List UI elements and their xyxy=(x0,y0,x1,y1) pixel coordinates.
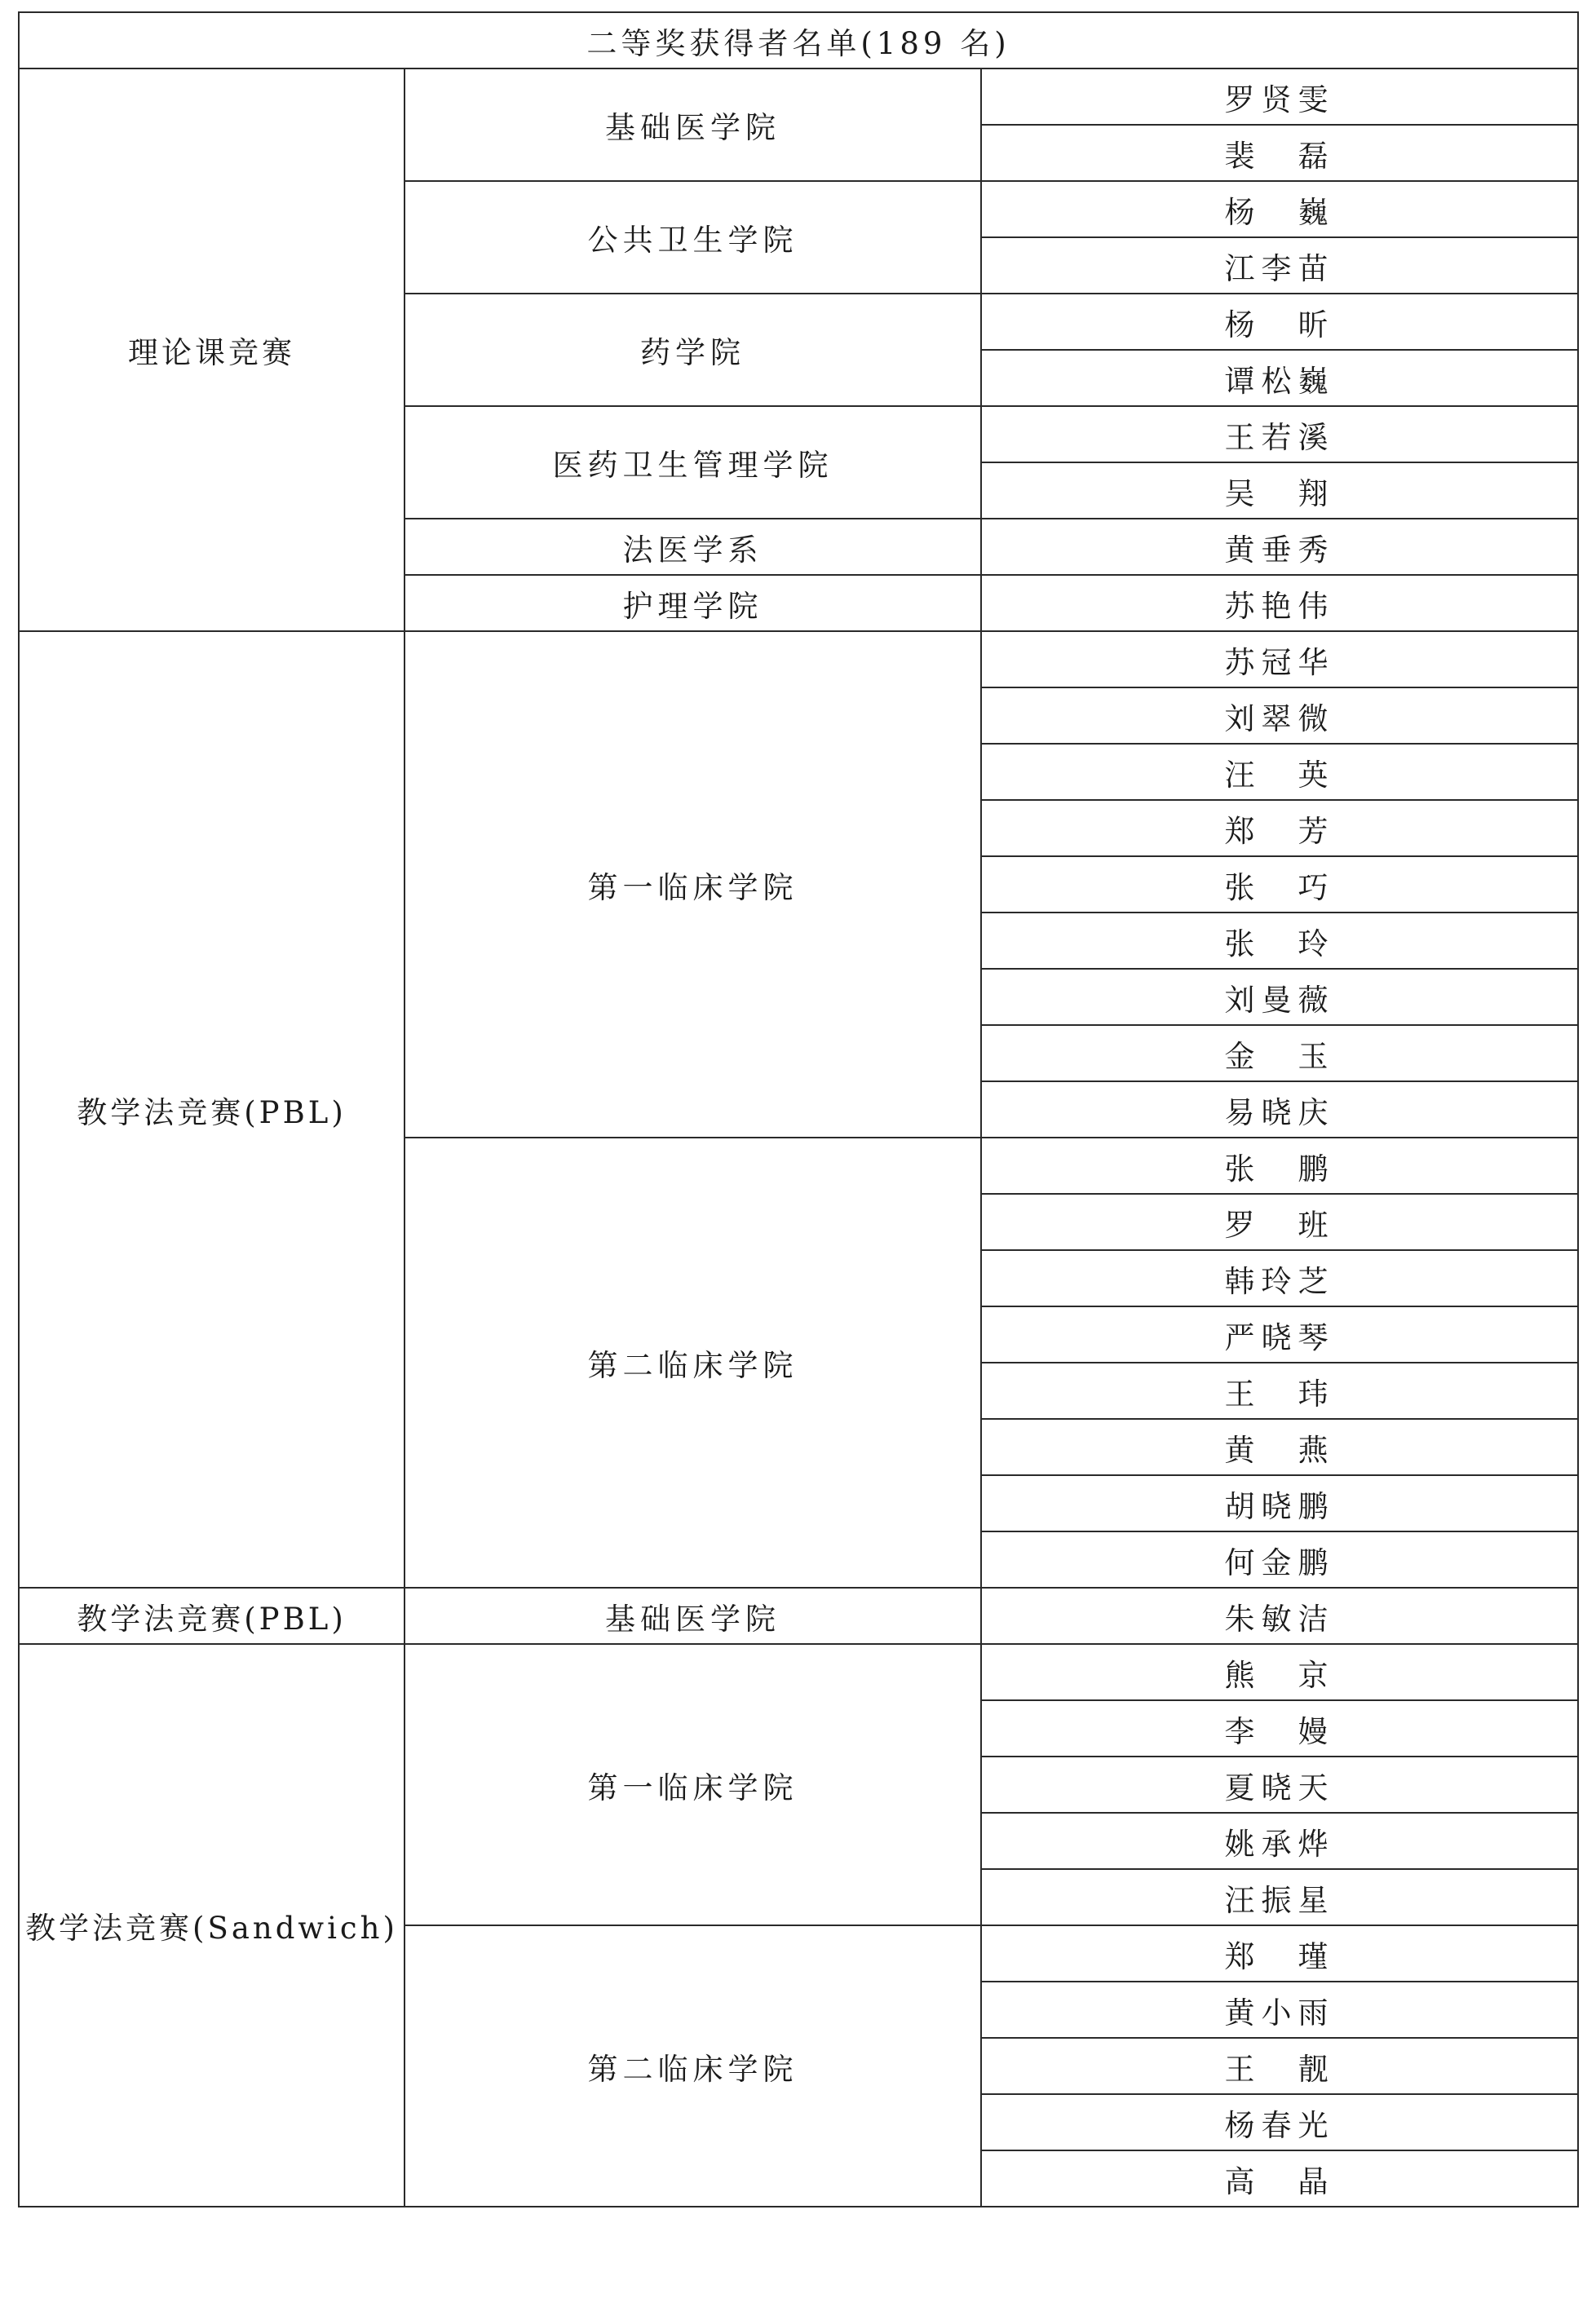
winner-name-cell: 姚承烨 xyxy=(981,1813,1578,1869)
table-row xyxy=(19,1588,1578,1644)
winner-name-cell: 黄 燕 xyxy=(981,1419,1578,1475)
winner-name-cell: 朱敏洁 xyxy=(981,1588,1578,1644)
college-cell: 法医学系 xyxy=(405,519,981,575)
competition-cell: 教学法竞赛(Sandwich) xyxy=(19,1644,405,2207)
table-body xyxy=(19,12,1578,2207)
winner-name-cell: 罗 班 xyxy=(981,1194,1578,1250)
winner-name-cell: 汪振星 xyxy=(981,1869,1578,1925)
winner-name-cell: 金 玉 xyxy=(981,1025,1578,1081)
winner-name-cell: 郑 芳 xyxy=(981,800,1578,856)
competition-cell: 理论课竞赛 xyxy=(19,68,405,631)
table-title-row xyxy=(19,12,1578,68)
winner-name-cell: 苏冠华 xyxy=(981,631,1578,687)
award-winners-table xyxy=(18,11,1579,2207)
winner-name-cell: 张 巧 xyxy=(981,856,1578,913)
college-cell: 第二临床学院 xyxy=(405,1925,981,2207)
winner-name-cell: 张 鹏 xyxy=(981,1138,1578,1194)
college-cell: 公共卫生学院 xyxy=(405,181,981,294)
college-cell: 第一临床学院 xyxy=(405,631,981,1138)
winner-name-cell: 高 晶 xyxy=(981,2150,1578,2207)
winner-name-cell: 李 嫚 xyxy=(981,1700,1578,1757)
winner-name-cell: 江李苗 xyxy=(981,237,1578,294)
winner-name-cell: 谭松巍 xyxy=(981,350,1578,406)
winner-name-cell: 杨 昕 xyxy=(981,294,1578,350)
winner-name-cell: 张 玲 xyxy=(981,913,1578,969)
college-cell: 护理学院 xyxy=(405,575,981,631)
college-cell: 医药卫生管理学院 xyxy=(405,406,981,519)
table-title: 二等奖获得者名单(189 名) xyxy=(19,12,1578,68)
winner-name-cell: 苏艳伟 xyxy=(981,575,1578,631)
competition-cell: 教学法竞赛(PBL) xyxy=(19,631,405,1588)
winner-name-cell: 刘曼薇 xyxy=(981,969,1578,1025)
winner-name-cell: 王 玮 xyxy=(981,1363,1578,1419)
college-cell: 基础医学院 xyxy=(405,68,981,181)
winner-name-cell: 汪 英 xyxy=(981,744,1578,800)
winner-name-cell: 易晓庆 xyxy=(981,1081,1578,1138)
winner-name-cell: 夏晓天 xyxy=(981,1757,1578,1813)
winner-name-cell: 熊 京 xyxy=(981,1644,1578,1700)
competition-cell: 教学法竞赛(PBL) xyxy=(19,1588,405,1644)
winner-name-cell: 杨春光 xyxy=(981,2094,1578,2150)
winner-name-cell: 黄小雨 xyxy=(981,1982,1578,2038)
winner-name-cell: 严晓琴 xyxy=(981,1306,1578,1363)
winner-name-cell: 刘翠微 xyxy=(981,687,1578,744)
winner-name-cell: 胡晓鹏 xyxy=(981,1475,1578,1531)
winner-name-cell: 黄垂秀 xyxy=(981,519,1578,575)
winner-name-cell: 吴 翔 xyxy=(981,462,1578,519)
winner-name-cell: 罗贤雯 xyxy=(981,68,1578,125)
winner-name-cell: 何金鹏 xyxy=(981,1531,1578,1588)
table-row xyxy=(19,631,1578,687)
winner-name-cell: 郑 瑾 xyxy=(981,1925,1578,1982)
college-cell: 第一临床学院 xyxy=(405,1644,981,1925)
winner-name-cell: 王若溪 xyxy=(981,406,1578,462)
table-row xyxy=(19,68,1578,125)
winner-name-cell: 杨 巍 xyxy=(981,181,1578,237)
college-cell: 第二临床学院 xyxy=(405,1138,981,1588)
winner-name-cell: 王 靓 xyxy=(981,2038,1578,2094)
winner-name-cell: 裴 磊 xyxy=(981,125,1578,181)
table-row xyxy=(19,1644,1578,1700)
college-cell: 药学院 xyxy=(405,294,981,406)
college-cell: 基础医学院 xyxy=(405,1588,981,1644)
winner-name-cell: 韩玲芝 xyxy=(981,1250,1578,1306)
